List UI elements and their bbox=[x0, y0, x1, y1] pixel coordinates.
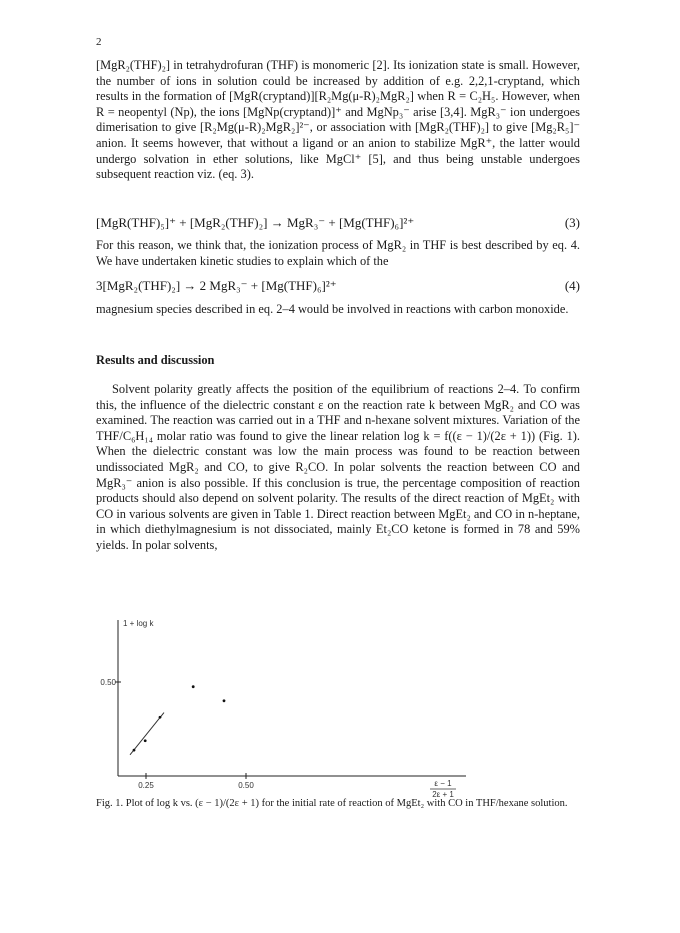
y-tick-label: 0.50 bbox=[100, 678, 116, 687]
equation-4-number: (4) bbox=[564, 278, 580, 293]
figure-1 bbox=[96, 612, 580, 802]
paragraph-ionization: For this reason, we think that, the ionization process of MgR₂ in THF is best described by eq. 4. We have undertaken kinetic studies to explain which of the bbox=[96, 238, 580, 268]
data-point bbox=[159, 716, 162, 719]
section-heading: Results and discussion bbox=[96, 353, 215, 367]
x-axis-label-numerator: ε − 1 bbox=[434, 779, 452, 788]
fit-line bbox=[130, 713, 164, 755]
equation-3-number: (3) bbox=[564, 215, 580, 230]
x-tick-label: 0.50 bbox=[238, 781, 254, 790]
data-point bbox=[133, 749, 136, 752]
figure-caption: Fig. 1. Plot of log k vs. (ε − 1)/(2ε + 1) for the initial rate of reaction of MgEt₂ with CO in THF/hexane solution. bbox=[96, 798, 568, 809]
x-axis-label-denominator: 2ε + 1 bbox=[432, 790, 454, 799]
page-number: 2 bbox=[96, 36, 102, 48]
equation-4 bbox=[96, 278, 580, 298]
equation-3 bbox=[96, 215, 580, 235]
paragraph-intro: [MgR₂(THF)₂] in tetrahydrofuran (THF) is monomeric [2]. Its ionization state is small. However, the number of ions in solution could be increased by addition of e.g. 2,2,1-cryptand, which results in the formation of [MgR(cryptand)][R₂Mg(μ-R)₂MgR₂] when R = C₂H₅. However, when R = neopentyl (Np), the ions [MgNp(cryptand)]⁺ and MgNp₃⁻ arise [3,4]. MgR₃⁻ ion undergoes dimerisation to give [R₂Mg(μ-R)₂MgR₂]²⁻, or association with [MgR₂(THF)₂] to give [Mg₂R₅]⁻ anion. It seems however, that without a ligand or an anion to stabilize MgR⁺, the latter would undergo solvation in ether solutions, like MgCl⁺ [5], and thus being unstable undergoes subsequent reaction viz. (eq. 3). bbox=[96, 58, 580, 182]
data-point bbox=[192, 685, 195, 688]
x-tick-label: 0.25 bbox=[138, 781, 154, 790]
paragraph-results: Solvent polarity greatly affects the position of the equilibrium of reactions 2–4. To confirm this, the influence of the dielectric constant ε on the reaction rate k between MgR₂ and CO was examined. The reaction was carried out in a THF and n-hexane solvent mixtures. Variation of the THF/C₆H₁₄ molar ratio was found to give the linear relation log k = f((ε − 1)/(2ε + 1)) (Fig. 1). When the dielectric constant was low the main process was found to be reaction between undissociated MgR₂ and CO, to give R₂CO. In polar solvents the reaction between CO and MgR₃⁻ anion is also possible. If this conclusion is true, the percentage composition of reaction products should also depend on solvent polarity. The results of the direct reaction of MgEt₂ with CO in various solvents are given in Table 1. Direct reaction between MgEt₂ and CO in n-heptane, in which diethylmagnesium is not dissociated, mainly Et₂CO ketone is formed in 78 and 59% yields. In polar solvents, bbox=[96, 382, 580, 552]
figure-1-plot bbox=[96, 612, 580, 802]
equation-4-expression: 3[MgR₂(THF)₂] → 2 MgR₃⁻ + [Mg(THF)₆]²⁺ bbox=[96, 278, 337, 293]
paragraph-magnesium-species: magnesium species described in eq. 2–4 would be involved in reactions with carbon monoxide. bbox=[96, 302, 569, 316]
data-point bbox=[144, 739, 147, 742]
equation-3-expression: [MgR(THF)₅]⁺ + [MgR₂(THF)₂] → MgR₃⁻ + [Mg(THF)₆]²⁺ bbox=[96, 215, 415, 230]
y-axis-label: 1 + log k bbox=[123, 619, 154, 628]
data-point bbox=[223, 699, 226, 702]
